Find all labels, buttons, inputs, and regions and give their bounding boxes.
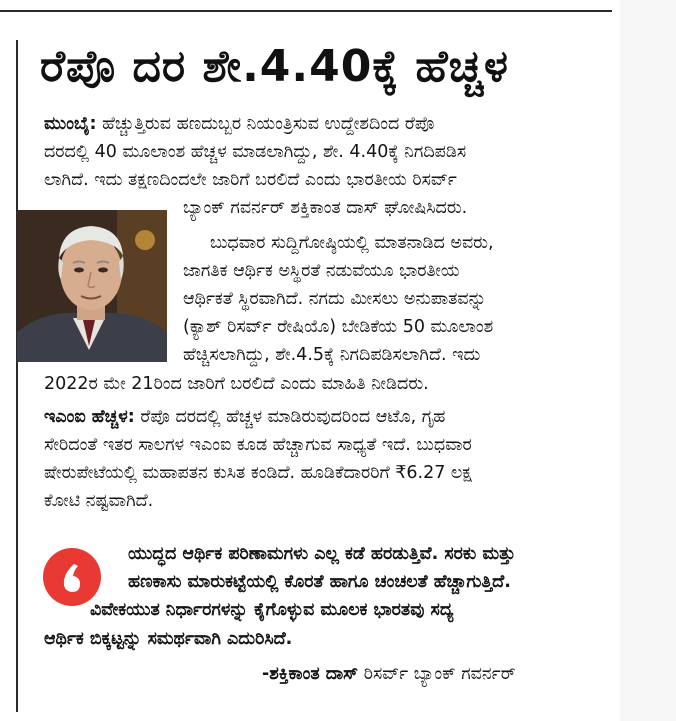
article-line: ಇಎಂಐ ಹೆಚ್ಚಳ: ರೆಪೊ ದರದಲ್ಲಿ ಹೆಚ್ಚಳ ಮಾಡಿರುವುದರಿಂದ ಆಟೊ, ಗೃಹ bbox=[44, 407, 446, 427]
quote-line: ವಿವೇಕಯುತ ನಿರ್ಧಾರಗಳನ್ನು ಕೈಗೊಳ್ಳುವ ಮೂಲಕ ಭಾರತವು ಸದ್ಯ bbox=[90, 600, 454, 620]
governor-photo bbox=[17, 210, 167, 362]
article-line: ಕೋಟಿ ನಷ್ಟವಾಗಿದೆ. bbox=[44, 491, 154, 511]
quote-line: ಯುದ್ಧದ ಆರ್ಥಿಕ ಪರಿಣಾಮಗಳು ಎಲ್ಲ ಕಡೆ ಹರಡುತ್ತಿವೆ. ಸರಕು ಮತ್ತು bbox=[128, 544, 516, 564]
quote-line: ಆರ್ಥಿಕ ಬಿಕ್ಕಟ್ಟನ್ನು ಸಮರ್ಥವಾಗಿ ಎದುರಿಸಿದೆ. bbox=[44, 629, 293, 649]
article-line: 2022ರ ಮೇ 21ರಿಂದ ಜಾರಿಗೆ ಬರಲಿದೆ ಎಂದು ಮಾಹಿತಿ ನೀಡಿದರು. bbox=[44, 374, 429, 394]
quote-author: -ಶಕ್ತಿಕಾಂತ ದಾಸ್ bbox=[262, 664, 359, 684]
column-rule bbox=[16, 40, 18, 712]
article-line: (ಕ್ಯಾಶ್ ರಿಸರ್ವ್ ರೇಷಿಯೊ) ಬೇಡಿಕೆಯ 50 ಮೂಲಾಂಶ bbox=[183, 317, 494, 337]
article-line: ಬ್ಯಾಂಕ್ ಗವರ್ನರ್ ಶಕ್ತಿಕಾಂತ ದಾಸ್ ಘೋಷಿಸಿದರು. bbox=[183, 198, 468, 218]
article-line: ಆರ್ಥಿಕತೆ ಸ್ಥಿರವಾಗಿದೆ. ನಗದು ಮೀಸಲು ಅನುಪಾತವನ್ನು bbox=[183, 289, 487, 309]
article-line: ಹೆಚ್ಚಿಸಲಾಗಿದ್ದು, ಶೇ.4.5ಕ್ಕೆ ನಿಗದಿಪಡಿಸಲಾಗಿದೆ. ಇದು bbox=[183, 345, 481, 365]
article-line: ಜಾಗತಿಕ ಆರ್ಥಿಕ ಅಸ್ಥಿರತೆ ನಡುವೆಯೂ ಭಾರತೀಯ bbox=[183, 261, 460, 281]
article-line: ದರದಲ್ಲಿ 40 ಮೂಲಾಂಶ ಹೆಚ್ಚಳ ಮಾಡಲಾಗಿದ್ದು, ಶೇ. 4.40ಕ್ಕೆ ನಿಗದಿಪಡಿಸ bbox=[44, 142, 467, 162]
article-line: ಷೇರುಪೇಟೆಯಲ್ಲಿ ಮಹಾಪತನ ಕುಸಿತ ಕಂಡಿದೆ. ಹೂಡಿಕೆದಾರರಿಗೆ ₹6.27 ಲಕ್ಷ bbox=[44, 463, 472, 483]
headline: ರೆಪೊ ದರ ಶೇ.4.40ಕ್ಕೆ ಹೆಚ್ಚಳ bbox=[40, 41, 509, 92]
article-line: ಬುಧವಾರ ಸುದ್ದಿಗೋಷ್ಠಿಯಲ್ಲಿ ಮಾತನಾಡಿದ ಅವರು, bbox=[210, 233, 494, 253]
article-line: ಲಾಗಿದೆ. ಇದು ತಕ್ಷಣದಿಂದಲೇ ಜಾರಿಗೆ ಬರಲಿದೆ ಎಂದು ಭಾರತೀಯ ರಿಸರ್ವ್ bbox=[44, 170, 457, 190]
page-margin bbox=[620, 0, 676, 721]
quote-attribution bbox=[262, 661, 516, 687]
article-line: ಮುಂಬೈ: ಹೆಚ್ಚುತ್ತಿರುವ ಹಣದುಬ್ಬರ ನಿಯಂತ್ರಿಸುವ ಉದ್ದೇಶದಿಂದ ರೆಪೊ bbox=[44, 114, 435, 134]
top-rule bbox=[0, 10, 612, 12]
quote-author-title: ರಿಸರ್ವ್ ಬ್ಯಾಂಕ್ ಗವರ್ನರ್ bbox=[363, 664, 516, 684]
emi-subhead: ಇಎಂಐ ಹೆಚ್ಚಳ: bbox=[44, 407, 135, 427]
portrait-illustration bbox=[17, 210, 167, 362]
article-line: ಸೇರಿದಂತೆ ಇತರ ಸಾಲಗಳ ಇಎಂಐ ಕೂಡ ಹೆಚ್ಚಾಗುವ ಸಾಧ್ಯತೆ ಇದೆ. ಬುಧವಾರ bbox=[44, 435, 472, 455]
dateline: ಮುಂಬೈ: bbox=[44, 114, 97, 134]
quote-line: ಹಣಕಾಸು ಮಾರುಕಟ್ಟೆಯಲ್ಲಿ ಕೊರತೆ ಹಾಗೂ ಚಂಚಲತೆ ಹೆಚ್ಚಾಗುತ್ತಿದೆ. bbox=[128, 572, 511, 592]
